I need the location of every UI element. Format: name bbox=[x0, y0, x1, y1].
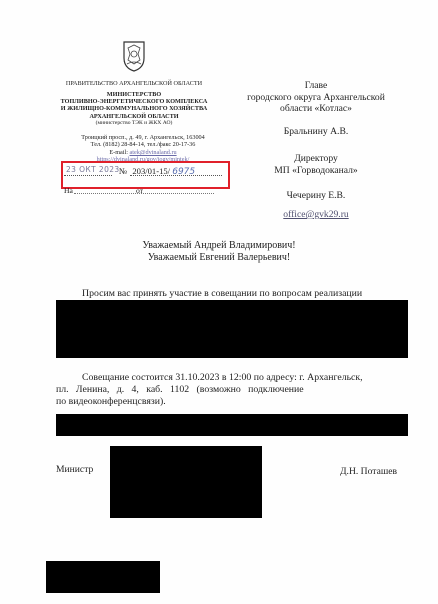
government-name: ПРАВИТЕЛЬСТВО АРХАНГЕЛЬСКОЙ ОБЛАСТИ bbox=[65, 80, 203, 87]
reference-na-label: На bbox=[64, 186, 73, 195]
sender-email-row bbox=[58, 149, 228, 156]
redacted-block bbox=[56, 300, 408, 358]
ministry-line: МИНИСТЕРСТВО bbox=[106, 91, 162, 98]
recipient-2-name: Чечерину Е.В. bbox=[286, 190, 346, 201]
handwritten-number: 6975 bbox=[172, 167, 196, 177]
recipient-line: Главе bbox=[304, 80, 328, 91]
recipient-1-name: Бральнину А.В. bbox=[283, 126, 349, 137]
recipient-email[interactable]: office@gvk29.ru bbox=[283, 209, 349, 220]
ministry-line: ТОПЛИВНО-ЭНЕРГЕТИЧЕСКОГО КОМПЛЕКСА bbox=[60, 98, 208, 106]
salutation-line: Уважаемый Евгений Валерьевич! bbox=[147, 252, 291, 264]
ministry-line: И ЖИЛИЩНО-КОММУНАЛЬНОГО ХОЗЯЙСТВА bbox=[60, 105, 208, 113]
registration-number: 203/01-15/ bbox=[132, 166, 171, 176]
ministry-line: (министерство ТЭК и ЖКХ АО) bbox=[95, 119, 173, 126]
ministry-line: АРХАНГЕЛЬСКОЙ ОБЛАСТИ bbox=[89, 112, 179, 120]
recipient-2 bbox=[228, 153, 404, 176]
sender-phone: Тел. (8182) 28-84-14, тел./факс 20-17-36 bbox=[90, 141, 196, 149]
recipient-line: МП «Горводоканал» bbox=[274, 164, 358, 176]
recipient-1 bbox=[228, 80, 404, 115]
recipient-line: Директору bbox=[294, 153, 338, 164]
body-line: пл. Ленина, д. 4, каб. 1102 (возможно подключение bbox=[56, 383, 304, 395]
email-label: E-mail: bbox=[109, 148, 128, 156]
sender-address: Троицкий просп., д. 49, г. Архангельск, 163004 bbox=[81, 134, 205, 141]
body-line: Совещание состоится 31.10.2023 в 12:00 по адресу: г. Архангельск, bbox=[82, 372, 363, 383]
coat-of-arms-icon bbox=[122, 40, 146, 72]
recipient-line: городского округа Архангельской bbox=[247, 91, 385, 103]
registration-date-stamp: 23 ОКТ 2023 bbox=[66, 165, 120, 174]
reference-from-label: от bbox=[136, 186, 144, 195]
signatory-name: Д.Н. Поташев bbox=[340, 466, 398, 477]
redacted-block bbox=[56, 414, 408, 436]
body-paragraph-2 bbox=[56, 372, 408, 407]
signatory-position: Министр bbox=[56, 464, 94, 475]
sender-contacts bbox=[58, 134, 228, 164]
salutation bbox=[0, 240, 438, 265]
salutation-line: Уважаемый Андрей Владимирович! bbox=[142, 240, 296, 251]
recipient-line: области «Котлас» bbox=[280, 103, 352, 115]
registration-number-underline bbox=[130, 175, 222, 176]
sender-website-link[interactable]: https://dvinaland.ru/gov/iogv/mintek/ bbox=[96, 156, 190, 164]
body-paragraph-1: Просим вас принять участие в совещании по вопросам реализации bbox=[82, 288, 363, 299]
ministry-name bbox=[52, 91, 216, 127]
reference-underline bbox=[74, 193, 214, 194]
sender-email-link[interactable]: atek@dvinaland.ru bbox=[129, 148, 177, 156]
redacted-footer bbox=[46, 561, 160, 593]
registration-date-underline bbox=[64, 175, 112, 176]
number-label: № bbox=[119, 166, 128, 176]
body-line: по видеоконференцсвязи). bbox=[56, 395, 166, 407]
redacted-signature bbox=[110, 446, 262, 518]
